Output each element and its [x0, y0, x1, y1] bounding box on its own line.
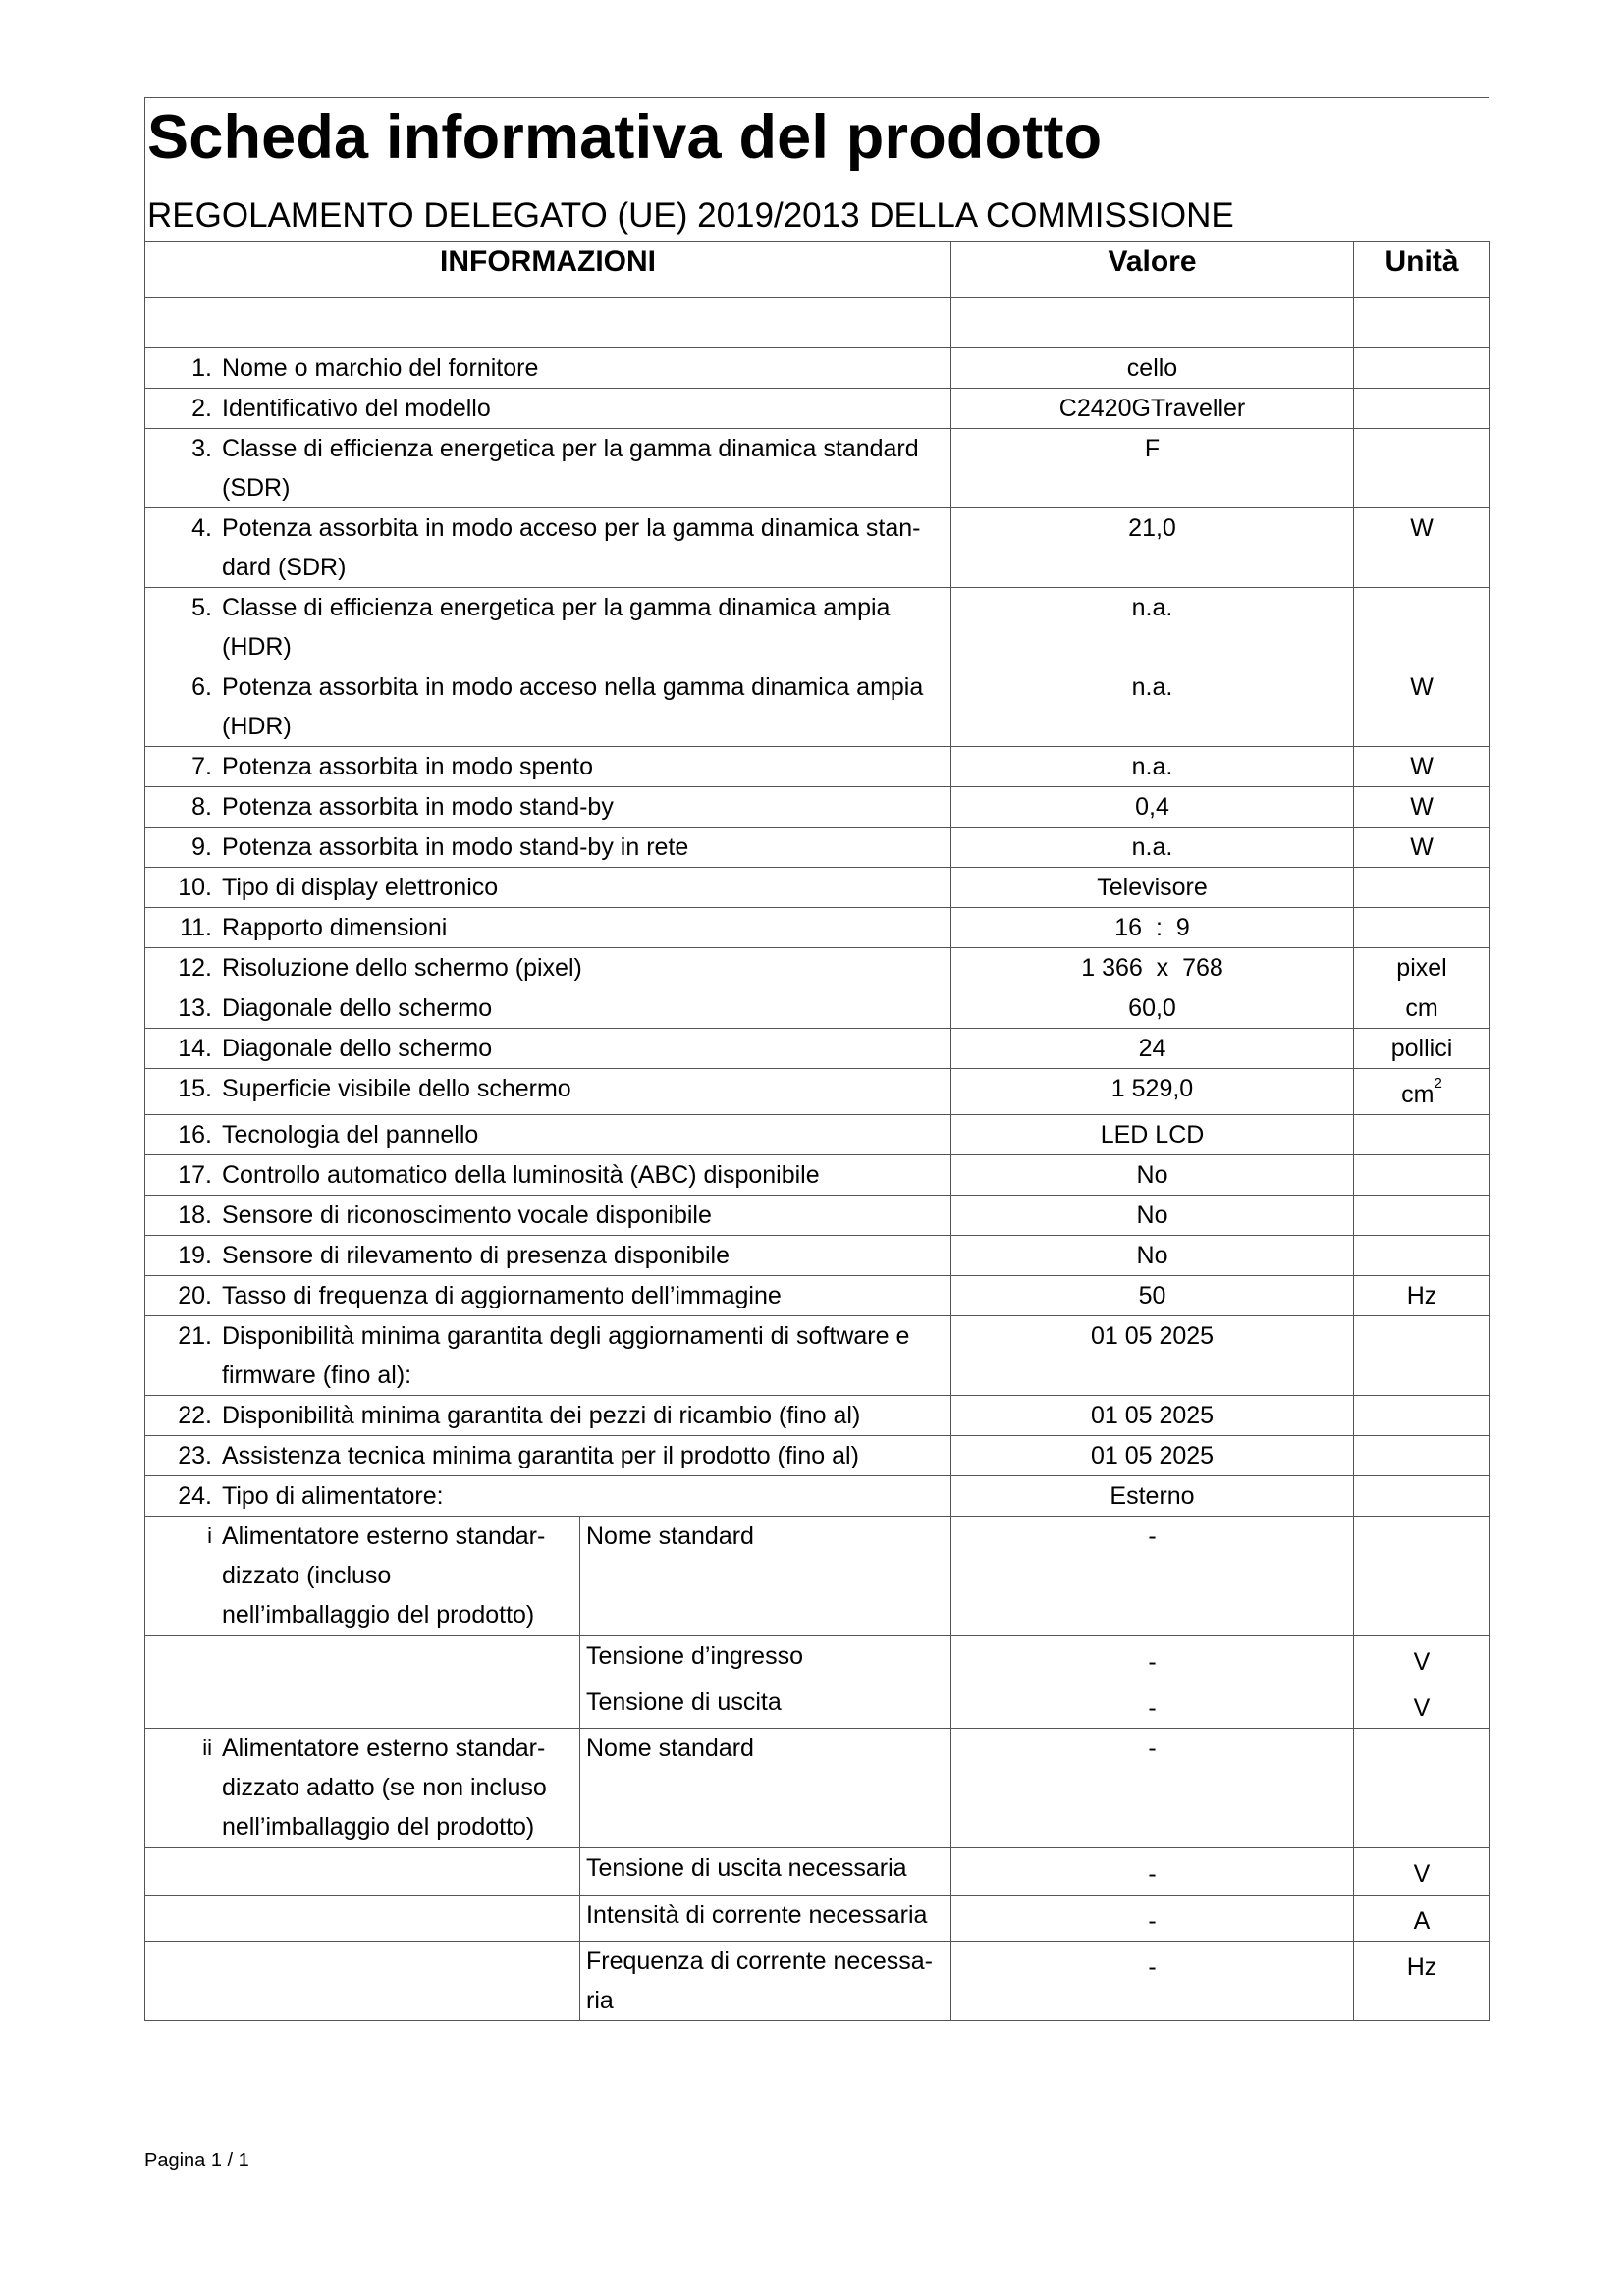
row-value: 16 : 9 [951, 908, 1354, 948]
psu-param-value: - [951, 1848, 1354, 1896]
row-unit [1354, 1276, 1490, 1316]
row-unit-text: cm [1401, 1081, 1435, 1108]
row-value: 1 366 x 768 [951, 948, 1354, 988]
table-header-row [145, 242, 1490, 298]
row-label: Disponibilità minima garantita dei pezzi di ricambio (fino al) [222, 1402, 861, 1429]
psu-param-unit: Hz [1354, 1942, 1490, 2021]
row-label-cell [145, 389, 951, 429]
row-value: LED LCD [951, 1115, 1354, 1155]
psu-param-label: Tensione d’ingresso [580, 1636, 951, 1682]
row-number: 3. [191, 435, 212, 462]
row-number: 2. [191, 395, 212, 422]
row-unit [1354, 1236, 1490, 1276]
table-row [145, 747, 1490, 787]
row-unit-text: W [1410, 833, 1434, 861]
row-label-cell [145, 908, 951, 948]
row-unit [1354, 988, 1490, 1029]
row-label-cell [145, 1155, 951, 1196]
row-number: 7. [191, 753, 212, 780]
row-label-cell [145, 667, 951, 747]
psu-param-unit: A [1354, 1896, 1490, 1942]
row-unit-text: W [1410, 673, 1434, 701]
psu-param-value: - [951, 1682, 1354, 1729]
row-number: 9. [191, 833, 212, 861]
row-unit [1354, 787, 1490, 828]
table-row [145, 1196, 1490, 1236]
page-subtitle: REGOLAMENTO DELEGATO (UE) 2019/2013 DELLA COMMISSIONE [147, 196, 1234, 235]
spacer-row [145, 298, 1490, 348]
psu-group-label: Alimentatore esterno standar-dizzato (incluso nell’imballaggio del prodotto) [222, 1522, 546, 1629]
row-value: No [951, 1236, 1354, 1276]
row-number: 13. [178, 994, 212, 1022]
table-row [145, 1069, 1490, 1115]
row-label: Potenza assorbita in modo spento [222, 753, 594, 780]
table-row [145, 1396, 1490, 1436]
row-value: 01 05 2025 [951, 1436, 1354, 1476]
row-label: Disponibilità minima garantita degli aggiornamenti di software e firmware (fino al): [222, 1322, 910, 1389]
table-row [145, 429, 1490, 508]
row-unit [1354, 1196, 1490, 1236]
row-number: 21. [178, 1322, 212, 1350]
psu-row [145, 1729, 1490, 1848]
row-number: 10. [178, 874, 212, 901]
row-value: 01 05 2025 [951, 1396, 1354, 1436]
row-label-cell [145, 1069, 951, 1115]
row-unit [1354, 588, 1490, 667]
row-number: 5. [191, 594, 212, 621]
table-row [145, 389, 1490, 429]
row-unit-text: Hz [1406, 1282, 1437, 1309]
row-unit-text: W [1410, 793, 1434, 821]
row-label: Tipo di display elettronico [222, 874, 499, 901]
row-number: 4. [191, 514, 212, 542]
psu-group-cell [145, 1729, 580, 1848]
row-number: 24. [178, 1482, 212, 1510]
row-unit [1354, 1155, 1490, 1196]
info-table [144, 241, 1490, 2021]
row-number: 8. [191, 793, 212, 821]
row-label-cell [145, 1476, 951, 1517]
table-row [145, 1276, 1490, 1316]
row-value: Esterno [951, 1476, 1354, 1517]
row-value: C2420GTraveller [951, 389, 1354, 429]
table-row [145, 948, 1490, 988]
row-number: 16. [178, 1121, 212, 1148]
header-box [144, 97, 1489, 241]
row-label: Identificativo del modello [222, 395, 491, 422]
row-number: 1. [191, 354, 212, 382]
row-number: 11. [180, 914, 212, 941]
psu-row [145, 1517, 1490, 1636]
row-value: 1 529,0 [951, 1069, 1354, 1115]
row-label: Rapporto dimensioni [222, 914, 448, 941]
psu-param-value: - [951, 1636, 1354, 1682]
column-header-unit: Unità [1354, 242, 1490, 298]
row-number: 15. [178, 1075, 212, 1102]
page-footer: Pagina 1 / 1 [144, 2150, 249, 2171]
psu-param-unit: V [1354, 1636, 1490, 1682]
row-unit [1354, 1115, 1490, 1155]
row-label-cell [145, 429, 951, 508]
row-label-cell [145, 948, 951, 988]
row-number: 18. [178, 1201, 212, 1229]
row-value: No [951, 1155, 1354, 1196]
row-label: Superficie visibile dello schermo [222, 1075, 571, 1102]
psu-param-value: - [951, 1896, 1354, 1942]
row-unit [1354, 1436, 1490, 1476]
psu-param-unit [1354, 1729, 1490, 1848]
row-unit [1354, 747, 1490, 787]
row-label: Classe di efficienza energetica per la gamma dinamica standard (SDR) [222, 435, 919, 502]
row-label-cell [145, 348, 951, 389]
row-label: Risoluzione dello schermo (pixel) [222, 954, 582, 982]
psu-group-cell [145, 1517, 580, 1636]
psu-group-label: Alimentatore esterno standar-dizzato adatto (se non incluso nell’imballaggio del prodotto) [222, 1735, 547, 1841]
row-label: Assistenza tecnica minima garantita per il prodotto (fino al) [222, 1442, 859, 1469]
row-number: 22. [178, 1402, 212, 1429]
psu-roman-number: ii [202, 1735, 212, 1760]
row-unit [1354, 667, 1490, 747]
row-unit [1354, 389, 1490, 429]
row-label: Sensore di riconoscimento vocale disponibile [222, 1201, 712, 1229]
row-value: 50 [951, 1276, 1354, 1316]
row-value: No [951, 1196, 1354, 1236]
table-row [145, 348, 1490, 389]
unit-superscript: 2 [1434, 1074, 1442, 1092]
table-row [145, 1029, 1490, 1069]
table-row [145, 1476, 1490, 1517]
row-label-cell [145, 1316, 951, 1396]
row-label: Classe di efficienza energetica per la gamma dinamica ampia (HDR) [222, 594, 891, 661]
table-row [145, 1236, 1490, 1276]
column-header-value: Valore [951, 242, 1354, 298]
psu-group-cell [145, 1896, 580, 1942]
row-label-cell [145, 988, 951, 1029]
row-label: Potenza assorbita in modo acceso nella gamma dinamica ampia (HDR) [222, 673, 924, 740]
psu-param-value: - [951, 1517, 1354, 1636]
row-value: Televisore [951, 868, 1354, 908]
row-label-cell [145, 508, 951, 588]
row-unit [1354, 508, 1490, 588]
table-row [145, 1115, 1490, 1155]
row-number: 23. [178, 1442, 212, 1469]
psu-param-value: - [951, 1729, 1354, 1848]
table-row [145, 787, 1490, 828]
row-label: Diagonale dello schermo [222, 994, 493, 1022]
psu-row [145, 1682, 1490, 1729]
psu-param-label: Nome standard [580, 1517, 951, 1636]
row-label: Controllo automatico della luminosità (ABC) disponibile [222, 1161, 820, 1189]
row-unit-text: pollici [1390, 1035, 1453, 1062]
row-value: n.a. [951, 588, 1354, 667]
psu-group-cell [145, 1682, 580, 1729]
row-label-cell [145, 868, 951, 908]
row-label-cell [145, 1436, 951, 1476]
row-label-cell [145, 1276, 951, 1316]
row-unit [1354, 429, 1490, 508]
psu-param-label: Tensione di uscita necessaria [580, 1848, 951, 1896]
row-label: Nome o marchio del fornitore [222, 354, 539, 382]
row-unit-text: pixel [1396, 954, 1447, 982]
psu-row [145, 1896, 1490, 1942]
row-label: Potenza assorbita in modo acceso per la gamma dinamica stan-dard (SDR) [222, 514, 921, 581]
row-unit [1354, 1476, 1490, 1517]
product-info-sheet [144, 97, 1489, 2021]
row-label-cell [145, 1196, 951, 1236]
row-label-cell [145, 1236, 951, 1276]
row-unit [1354, 868, 1490, 908]
row-unit [1354, 1069, 1490, 1115]
row-number: 20. [178, 1282, 212, 1309]
psu-row [145, 1848, 1490, 1896]
psu-param-label: Intensità di corrente necessaria [580, 1896, 951, 1942]
psu-row [145, 1942, 1490, 2021]
table-body [145, 298, 1490, 2021]
page-title: Scheda informativa del prodotto [147, 103, 1103, 172]
column-header-info: INFORMAZIONI [145, 242, 951, 298]
row-unit [1354, 828, 1490, 868]
table-row [145, 588, 1490, 667]
table-row [145, 908, 1490, 948]
row-label-cell [145, 1396, 951, 1436]
table-row [145, 508, 1490, 588]
table-row [145, 988, 1490, 1029]
psu-group-cell [145, 1636, 580, 1682]
row-label-cell [145, 588, 951, 667]
row-number: 14. [178, 1035, 212, 1062]
row-label-cell [145, 747, 951, 787]
row-value: 21,0 [951, 508, 1354, 588]
table-row [145, 667, 1490, 747]
row-label: Tasso di frequenza di aggiornamento dell’immagine [222, 1282, 782, 1309]
psu-param-label: Frequenza di corrente necessa-ria [580, 1942, 951, 2021]
row-label: Potenza assorbita in modo stand-by in rete [222, 833, 689, 861]
row-unit [1354, 1029, 1490, 1069]
psu-param-label: Tensione di uscita [580, 1682, 951, 1729]
table-row [145, 868, 1490, 908]
row-unit [1354, 908, 1490, 948]
row-label: Sensore di rilevamento di presenza disponibile [222, 1242, 730, 1269]
row-value: n.a. [951, 747, 1354, 787]
row-label-cell [145, 828, 951, 868]
row-number: 12. [178, 954, 212, 982]
row-number: 6. [191, 673, 212, 701]
psu-group-cell [145, 1942, 580, 2021]
row-unit-text: cm [1405, 994, 1438, 1022]
psu-param-unit [1354, 1517, 1490, 1636]
psu-param-value: - [951, 1942, 1354, 2021]
psu-group-cell [145, 1848, 580, 1896]
row-value: 24 [951, 1029, 1354, 1069]
row-value: 01 05 2025 [951, 1316, 1354, 1396]
table-row [145, 1155, 1490, 1196]
table-row [145, 1436, 1490, 1476]
row-unit-text: W [1410, 514, 1434, 542]
table-row [145, 1316, 1490, 1396]
row-unit [1354, 348, 1490, 389]
row-label: Potenza assorbita in modo stand-by [222, 793, 614, 821]
row-number: 17. [178, 1161, 212, 1189]
row-label-cell [145, 1029, 951, 1069]
row-value: n.a. [951, 667, 1354, 747]
row-value: 60,0 [951, 988, 1354, 1029]
row-unit [1354, 1316, 1490, 1396]
psu-param-label: Nome standard [580, 1729, 951, 1848]
row-label: Diagonale dello schermo [222, 1035, 493, 1062]
row-unit [1354, 1396, 1490, 1436]
psu-row [145, 1636, 1490, 1682]
psu-param-unit: V [1354, 1848, 1490, 1896]
row-value: cello [951, 348, 1354, 389]
row-value: 0,4 [951, 787, 1354, 828]
psu-roman-number: i [207, 1523, 212, 1548]
row-number: 19. [178, 1242, 212, 1269]
psu-param-unit: V [1354, 1682, 1490, 1729]
table-row [145, 828, 1490, 868]
row-value: n.a. [951, 828, 1354, 868]
row-label-cell [145, 1115, 951, 1155]
row-label: Tecnologia del pannello [222, 1121, 479, 1148]
row-label-cell [145, 787, 951, 828]
row-unit [1354, 948, 1490, 988]
row-label: Tipo di alimentatore: [222, 1482, 444, 1510]
row-value: F [951, 429, 1354, 508]
row-unit-text: W [1410, 753, 1434, 780]
